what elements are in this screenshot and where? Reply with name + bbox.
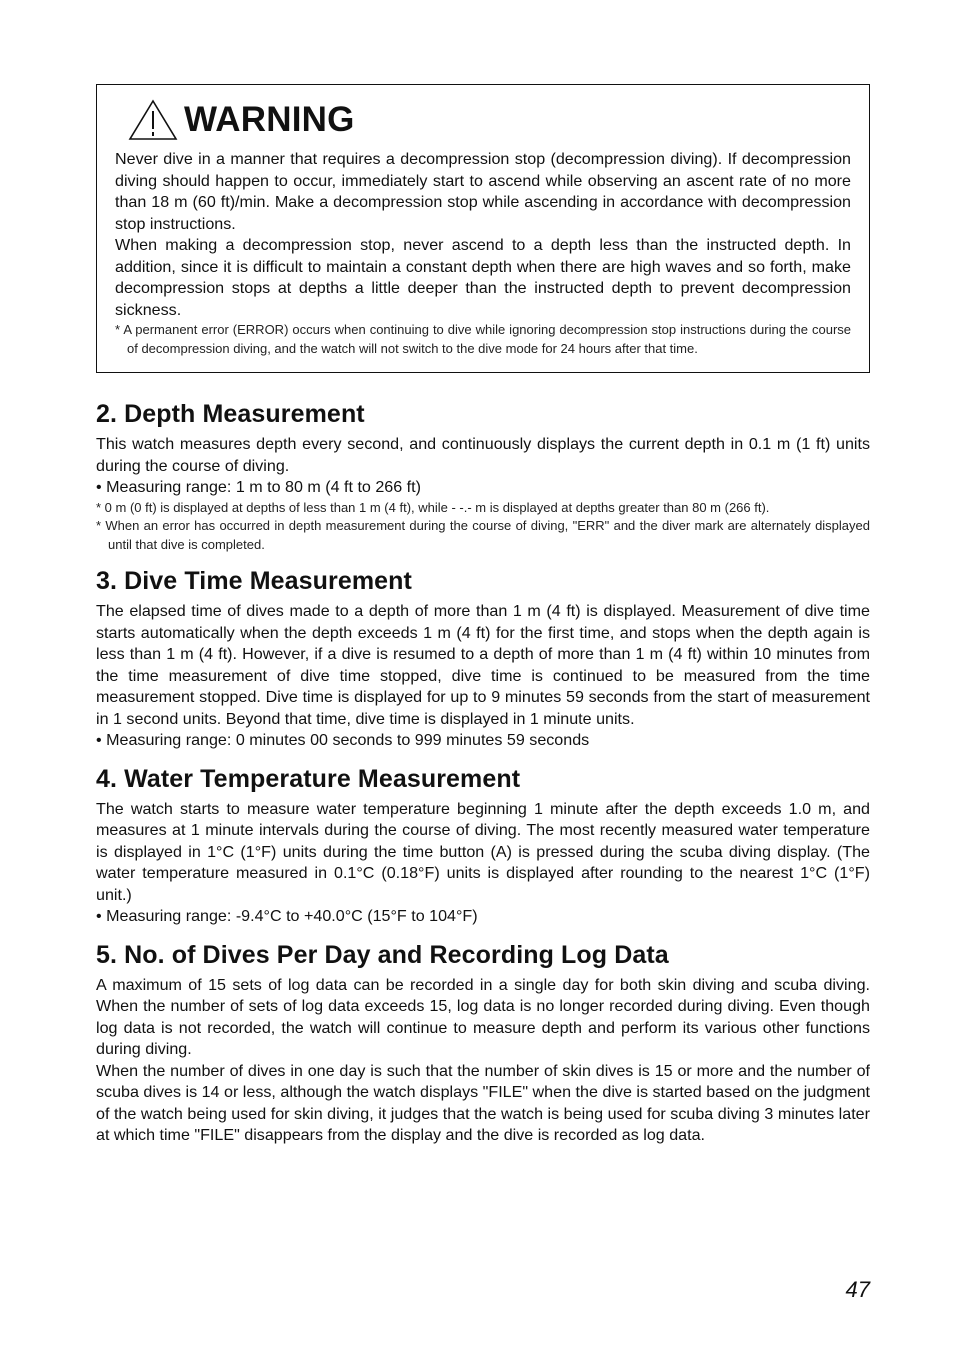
- section-heading: 3. Dive Time Measurement: [96, 567, 412, 595]
- section-heading: 2. Depth Measurement: [96, 400, 365, 428]
- section-body: The elapsed time of dives made to a depth of more than 1 m (4 ft) is displayed. Measurement of dive time starts automatically when the depth exceeds 1 m (4 ft) for the first time, and stops when the depth again is less than 1 m (4 ft). However, if a dive is resumed to a depth of more than 1 m (4 ft) within 10 minutes from the time measurement of dive time stopped, dive time is continued to be measured from the time measurement stopped. Dive time is displayed for up to 9 minutes 59 seconds from the start of measurement in 1 second units. Beyond that time, dive time is displayed in 1 minute units.: [96, 602, 870, 728]
- section-body: A maximum of 15 sets of log data can be recorded in a single day for both skin diving and scuba diving. When the number of sets of log data exceeds 15, log data is no longer recorded during diving. Even though log data is not recorded, the watch will continue to measure depth and perform its various other functions during diving.: [96, 975, 870, 1058]
- section-body: This watch measures depth every second, and continuously displays the current depth in 0.1 m (1 ft) units during the course of diving.: [96, 435, 870, 475]
- section-heading: 4. Water Temperature Measurement: [96, 764, 521, 793]
- section-depth-measurement: [96, 399, 870, 554]
- measuring-range: • Measuring range: 1 m to 80 m (4 ft to 266 ft): [96, 478, 421, 496]
- warning-paragraph: Never dive in a manner that requires a decompression stop (decompression diving). If decompression diving should happen to occur, immediately start to ascend while observing an ascent rate of no more than 18 m (60 ft)/min. Make a decompression stop while ascending in accordance with decompression stop instructions.: [115, 150, 851, 233]
- measuring-range: • Measuring range: -9.4°C to +40.0°C (15°F to 104°F): [96, 907, 478, 925]
- page-number: 47: [845, 1277, 870, 1302]
- warning-note: * A permanent error (ERROR) occurs when continuing to dive while ignoring decompression stop instructions during the course of decompression diving, and the watch will not switch to the dive mode for 24 hours after that time.: [115, 322, 851, 356]
- warning-triangle-icon: [128, 99, 178, 141]
- section-heading: 5. No. of Dives Per Day and Recording Log Data: [96, 940, 669, 969]
- warning-paragraph: When making a decompression stop, never ascend to a depth less than the instructed depth. In addition, since it is difficult to maintain a constant depth when there are high waves and so forth, make decompression stops at depths a little deeper than the instructed depth to prevent decompression sickness.: [115, 236, 851, 319]
- measuring-range: • Measuring range: 0 minutes 00 seconds to 999 minutes 59 seconds: [96, 731, 590, 749]
- section-note: * When an error has occurred in depth measurement during the course of diving, "ERR" and the diver mark are alternately displayed until that dive is completed.: [96, 518, 870, 552]
- section-log-data: [96, 940, 870, 1147]
- manual-page: [96, 84, 870, 1159]
- section-water-temperature-measurement: [96, 764, 870, 928]
- warning-box: [96, 84, 870, 373]
- section-body: The watch starts to measure water temperature beginning 1 minute after the depth exceeds 1.0 m, and measures at 1 minute intervals during the course of diving. The most recently measured water temperature is displayed in 1°C (1°F) units during the time button (A) is pressed during the scuba diving display. (The water temperature measured in 0.1°C (0.18°F) units is displayed after rounding to the nearest 1°C (1°F) unit.): [96, 799, 870, 904]
- section-body: When the number of dives in one day is such that the number of skin dives is 15 or more and the number of scuba dives is 14 or less, although the watch displays "FILE" when the dive is started based on the judgment of the watch being used for skin diving, it judges that the watch is being used for scuba diving 3 minutes later at which time "FILE" disappears from the display and the dive is recorded as log data.: [96, 1061, 870, 1144]
- warning-header: [128, 99, 851, 141]
- section-note: * 0 m (0 ft) is displayed at depths of less than 1 m (4 ft), while - -.- m is displayed at depths greater than 80 m (266 ft).: [96, 499, 770, 515]
- warning-title: WARNING: [184, 100, 355, 139]
- section-dive-time-measurement: [96, 566, 870, 752]
